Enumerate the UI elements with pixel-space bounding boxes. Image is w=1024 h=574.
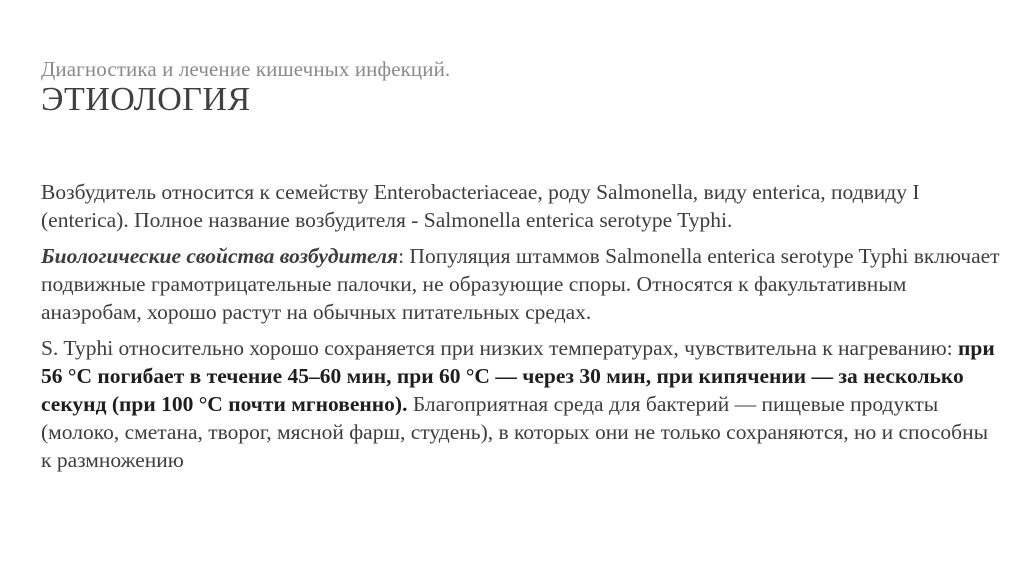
resistance-tail: Благоприятная среда для бактерий — пищевые продукты (молоко, сметана, творог, мясной фарш, студень), в которых они не только сохраняются, но и способны к размножению [41,392,989,472]
paragraph-resistance [41,334,1001,474]
paragraph-classification: Возбудитель относится к семейству Enterobacteriaceae, роду Salmonella, виду enterica, подвиду I (enterica). Полное название возбудителя - Salmonella enterica serotype Typhi. [41,180,920,232]
slide-title: ЭТИОЛОГИЯ [41,81,251,118]
resistance-lead: S. Typhi относительно хорошо сохраняется при низких температурах, чувствительна к нагреванию: [41,336,959,360]
biological-properties-label: Биологические свойства возбудителя [41,244,399,268]
resistance-temperatures: при 56 °С погибает в течение 45–60 мин, при 60 °С — через 30 мин, при кипячении — за несколько секунд (при 100 °С почти мгновенно). [41,336,995,416]
slide-subtitle: Диагностика и лечение кишечных инфекций. [41,57,451,81]
slide-body [41,178,1001,482]
title-block [41,56,450,118]
paragraph-biological-properties [41,242,1001,326]
biological-properties-text: : Популяция штаммов Salmonella enterica serotype Typhi включает подвижные грамотрицательные палочки, не образующие споры. Относятся к факультативным анаэробам, хорошо растут на обычных питательных средах. [41,244,1000,324]
